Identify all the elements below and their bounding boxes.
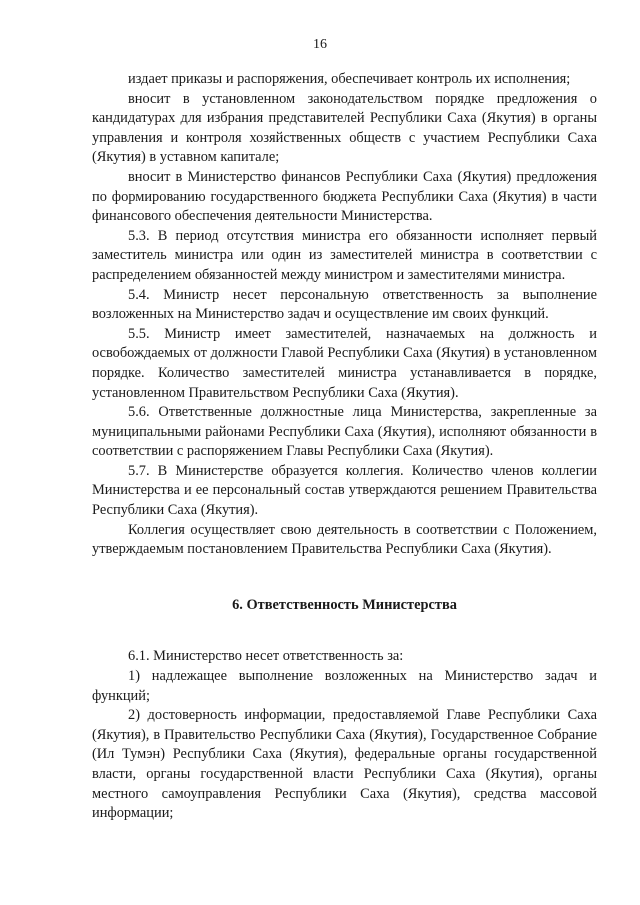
paragraph-candidates: вносит в установленном законодательством порядке предложения о кандидатурах для избрания представителей Республики Саха (Якутия) в органы управления и контроля хозяйственных обществ с участием Республики Саха (Якутия) в уставном капитале; bbox=[92, 90, 597, 166]
document-body bbox=[92, 70, 597, 824]
paragraph-budget-proposals: вносит в Министерство финансов Республики Саха (Якутия) предложения по формированию государственного бюджета Республики Саха (Якутия) в части финансового обеспечения деятельности Министерства. bbox=[92, 168, 597, 225]
paragraph-6-1: 6.1. Министерство несет ответственность за: bbox=[128, 648, 404, 665]
paragraph-collegium: Коллегия осуществляет свою деятельность в соответствии с Положением, утверждаемым постановлением Правительства Республики Саха (Якутия). bbox=[92, 521, 597, 558]
paragraph-5-4: 5.4. Министр несет персональную ответственность за выполнение возложенных на Министерство задач и осуществление им своих функций. bbox=[92, 286, 597, 323]
paragraph-orders: издает приказы и распоряжения, обеспечивает контроль их исполнения; bbox=[128, 71, 571, 87]
paragraph-5-6: 5.6. Ответственные должностные лица Министерства, закрепленные за муниципальными районами Республики Саха (Якутия), исполняют обязанности в соответствии с распоряжением Главы Республики Саха (Якутия). bbox=[92, 404, 597, 460]
paragraph-5-5: 5.5. Министр имеет заместителей, назначаемых на должность и освобождаемых от должности Главой Республики Саха (Якутия) в установленном порядке. Количество заместителей министра устанавливается в порядке, установленном Правительством Республики Саха (Якутия). bbox=[92, 325, 597, 401]
page-number: 16 bbox=[313, 37, 327, 52]
paragraph-6-1-item-2: 2) достоверность информации, предоставляемой Главе Республики Саха (Якутия), в Правительство Республики Саха (Якутия), Государственное Собрание (Ил Тумэн) Республики Саха (Якутия), федеральные органы государственной власти, органы государственной власти Республики Саха (Якутия), органы местного самоуправления Республики Саха (Якутия), средства массовой информации; bbox=[92, 707, 597, 822]
paragraph-5-3: 5.3. В период отсутствия министра его обязанности исполняет первый заместитель министра или один из заместителей министра в соответствии с распределением обязанностей между министром и заместителями министра. bbox=[92, 227, 597, 283]
section-title: 6. Ответственность Министерства bbox=[232, 596, 457, 613]
paragraph-5-7: 5.7. В Министерстве образуется коллегия. Количество членов коллегии Министерства и ее персональный состав утверждаются решением Правительства Республики Саха (Якутия). bbox=[92, 462, 597, 519]
paragraph-6-1-item-1: 1) надлежащее выполнение возложенных на Министерство задач и функций; bbox=[92, 668, 597, 704]
